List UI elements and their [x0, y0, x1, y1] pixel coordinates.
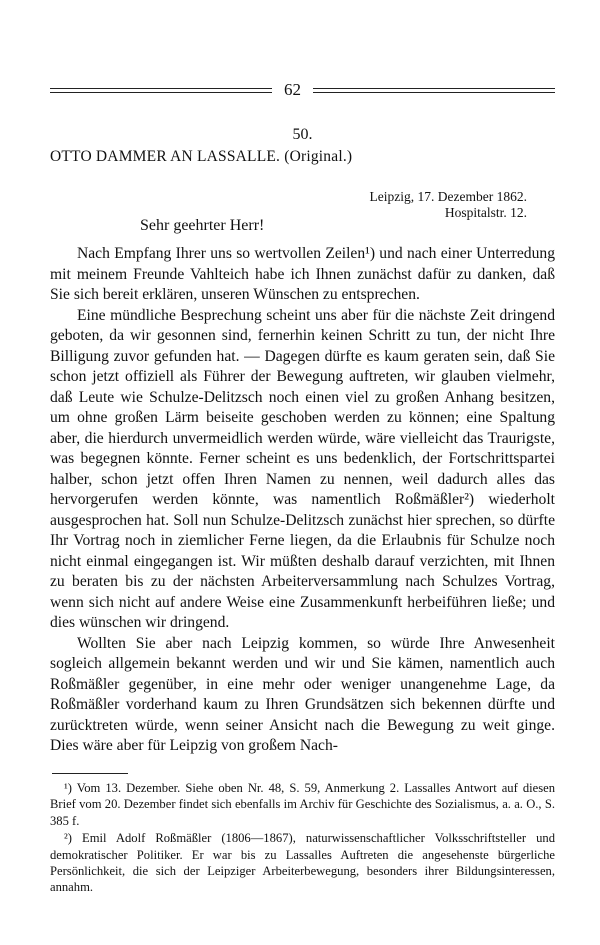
- letter-number: 50.: [292, 126, 313, 143]
- letter-body: [50, 244, 555, 757]
- header-rule-left: [50, 88, 272, 93]
- page-header: [50, 82, 555, 102]
- paragraph: Nach Empfang Ihrer uns so wertvollen Zeilen¹) und nach einer Unterredung mit meinem Freunde Vahlteich habe ich Ihnen zunächst dafür zu danken, daß Sie sich bereit erklären, unseren Wünschen zu entsprechen.: [50, 245, 555, 303]
- header-rule-right: [313, 88, 555, 93]
- footnote: ¹) Vom 13. Dezember. Siehe oben Nr. 48, S. 59, Anmerkung 2. Lassalles Antwort auf diesen Brief vom 20. Dezember findet sich ebenfalls im Archiv für Geschichte des Sozialismus, a. a. O., S. 385 f.: [50, 781, 555, 828]
- salutation: Sehr geehrter Herr!: [140, 217, 265, 234]
- footnotes: [50, 780, 555, 897]
- paragraph: Wollten Sie aber nach Leipzig kommen, so würde Ihre Anwesenheit sogleich allgemein bekannt werden und wir und Sie kämen, namentlich auch Roßmäßler gegenüber, in eine mehr oder weniger unangenehme Lage, da Roßmäßler vorderhand kaum zu Ihren Grundsätzen sich bekennen dürfte und zurücktreten würde, wenn seiner Ansicht nach die Bewegung zu weit ginge. Dies wäre aber für Leipzig von großem Nach-: [50, 634, 555, 754]
- address: Hospitalstr. 12.: [444, 205, 527, 220]
- page-number: 62: [284, 80, 301, 99]
- place-date: Leipzig, 17. Dezember 1862.: [369, 189, 527, 204]
- footnote: ²) Emil Adolf Roßmäßler (1806—1867), naturwissenschaftlicher Volksschriftsteller und demokratischer Politiker. Er war bis zu Lassalles Auftreten die angesehenste bürgerliche Persönlichkeit, die sich der Leipziger Arbeiterbewegung, besonders ihrer Bildungsinteressen, annahm.: [50, 831, 555, 895]
- letter-title: OTTO DAMMER AN LASSALLE. (Original.): [50, 148, 353, 165]
- place-date-block: [370, 189, 527, 221]
- footnote-rule: [52, 773, 128, 774]
- paragraph: Eine mündliche Besprechung scheint uns aber für die nächste Zeit dringend geboten, da wir gesonnen sind, fernerhin keinen Schritt zu tun, der nicht Ihre Billigung zuvor gefunden hat. — Dagegen dürfte es kaum geraten sein, daß Sie schon jetzt offiziell als Führer der Bewegung auftreten, wir glauben vielmehr, daß Leute wie Schulze-Delitzsch noch einen viel zu großen Anhang besitzen, um ohne großen Lärm beiseite geschoben werden zu können; eine Spaltung aber, die hierdurch unvermeidlich werden würde, wäre vielleicht das Traurigste, was begegnen könnte. Ferner scheint es uns bedenklich, der Fortschrittspartei halber, schon jetzt offen Ihren Namen zu nennen, weil dadurch alles das hervorgerufen werden könnte, was namentlich Roßmäßler²) wiederholt ausgesprochen hat. Soll nun Schulze-Delitzsch zunächst hier sprechen, so dürfte Ihr Vortrag noch in ziemlicher Ferne liegen, da die Erlaubnis für Schulze noch nicht einmal eingegangen ist. Wir müßten deshalb darauf verzichten, mit Ihnen zu beraten bis zu der nächsten Arbeiterversammlung nach Schulzes Vortrag, wenn sich nicht auf andere Weise eine Zusammenkunft herbeiführen ließe; und dies wünschen wir dringend.: [50, 306, 555, 631]
